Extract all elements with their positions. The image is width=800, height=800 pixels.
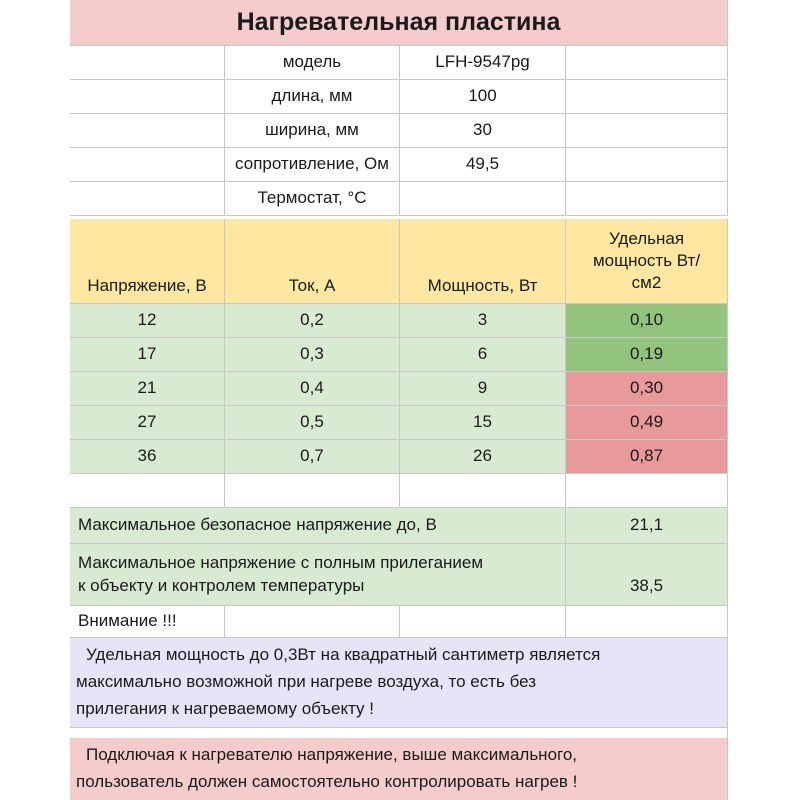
attention-spacer <box>225 606 400 638</box>
header-density: Удельная мощность Вт/см2 <box>566 219 728 304</box>
cell-density: 0,49 <box>566 406 728 440</box>
spec-label: ширина, мм <box>225 114 400 148</box>
cell-power: 9 <box>400 372 566 406</box>
spec-value <box>400 182 566 216</box>
note1-line3: прилегания к нагреваемому объекту ! <box>76 699 374 718</box>
note2-line1: Подключая к нагревателю напряжение, выше максимального, <box>86 745 578 764</box>
spec-sheet <box>70 0 728 800</box>
cell-power: 3 <box>400 304 566 338</box>
spec-label: Термостат, °С <box>225 182 400 216</box>
cell-power: 26 <box>400 440 566 474</box>
cell-current: 0,7 <box>225 440 400 474</box>
attention-label: Внимание !!! <box>70 606 225 638</box>
spec-blank-cell <box>70 80 225 114</box>
spec-blank-cell <box>566 46 728 80</box>
spec-value: LFH-9547pg <box>400 46 566 80</box>
spacer-cell <box>400 474 566 508</box>
attention-spacer <box>566 606 728 638</box>
header-power: Мощность, Вт <box>400 219 566 304</box>
cell-current: 0,3 <box>225 338 400 372</box>
cell-voltage: 21 <box>70 372 225 406</box>
spec-label: сопротивление, Ом <box>225 148 400 182</box>
max-full-label-line2: к объекту и контролем температуры <box>78 575 365 595</box>
cell-density: 0,19 <box>566 338 728 372</box>
cell-density: 0,30 <box>566 372 728 406</box>
note-spacer <box>70 728 728 738</box>
note2-line2: пользователь должен самостоятельно контролировать нагрев ! <box>76 772 578 791</box>
note1-line1: Удельная мощность до 0,3Вт на квадратный сантиметр является <box>86 645 601 664</box>
spacer-cell <box>566 474 728 508</box>
max-full-value: 38,5 <box>566 544 728 606</box>
cell-current: 0,4 <box>225 372 400 406</box>
spec-blank-cell <box>70 148 225 182</box>
cell-density: 0,87 <box>566 440 728 474</box>
spec-blank-cell <box>566 114 728 148</box>
cell-current: 0,5 <box>225 406 400 440</box>
spec-blank-cell <box>70 46 225 80</box>
cell-voltage: 12 <box>70 304 225 338</box>
attention-spacer <box>400 606 566 638</box>
spec-value: 100 <box>400 80 566 114</box>
max-full-label-line1: Максимальное напряжение с полным прилеганием <box>78 553 484 573</box>
spec-blank-cell <box>70 182 225 216</box>
cell-voltage: 36 <box>70 440 225 474</box>
note-air-heating <box>70 638 728 728</box>
spec-label: модель <box>225 46 400 80</box>
spec-value: 49,5 <box>400 148 566 182</box>
spec-blank-cell <box>566 182 728 216</box>
cell-current: 0,2 <box>225 304 400 338</box>
sheet-margin-left <box>0 0 70 800</box>
spec-blank-cell <box>566 80 728 114</box>
cell-voltage: 17 <box>70 338 225 372</box>
cell-density: 0,10 <box>566 304 728 338</box>
spacer-cell <box>225 474 400 508</box>
cell-power: 15 <box>400 406 566 440</box>
spec-value: 30 <box>400 114 566 148</box>
max-full-label <box>70 544 566 606</box>
header-current: Ток, А <box>225 219 400 304</box>
note-user-control <box>70 738 728 800</box>
spacer-cell <box>70 474 225 508</box>
max-safe-label: Максимальное безопасное напряжение до, В <box>70 508 566 544</box>
max-safe-value: 21,1 <box>566 508 728 544</box>
spec-blank-cell <box>566 148 728 182</box>
sheet-title: Нагревательная пластина <box>70 0 728 46</box>
note1-line2: максимально возможной при нагреве воздуха, то есть без <box>76 672 537 691</box>
cell-power: 6 <box>400 338 566 372</box>
spec-blank-cell <box>70 114 225 148</box>
cell-voltage: 27 <box>70 406 225 440</box>
spec-label: длина, мм <box>225 80 400 114</box>
header-voltage: Напряжение, В <box>70 219 225 304</box>
sheet-margin-right <box>728 0 800 800</box>
